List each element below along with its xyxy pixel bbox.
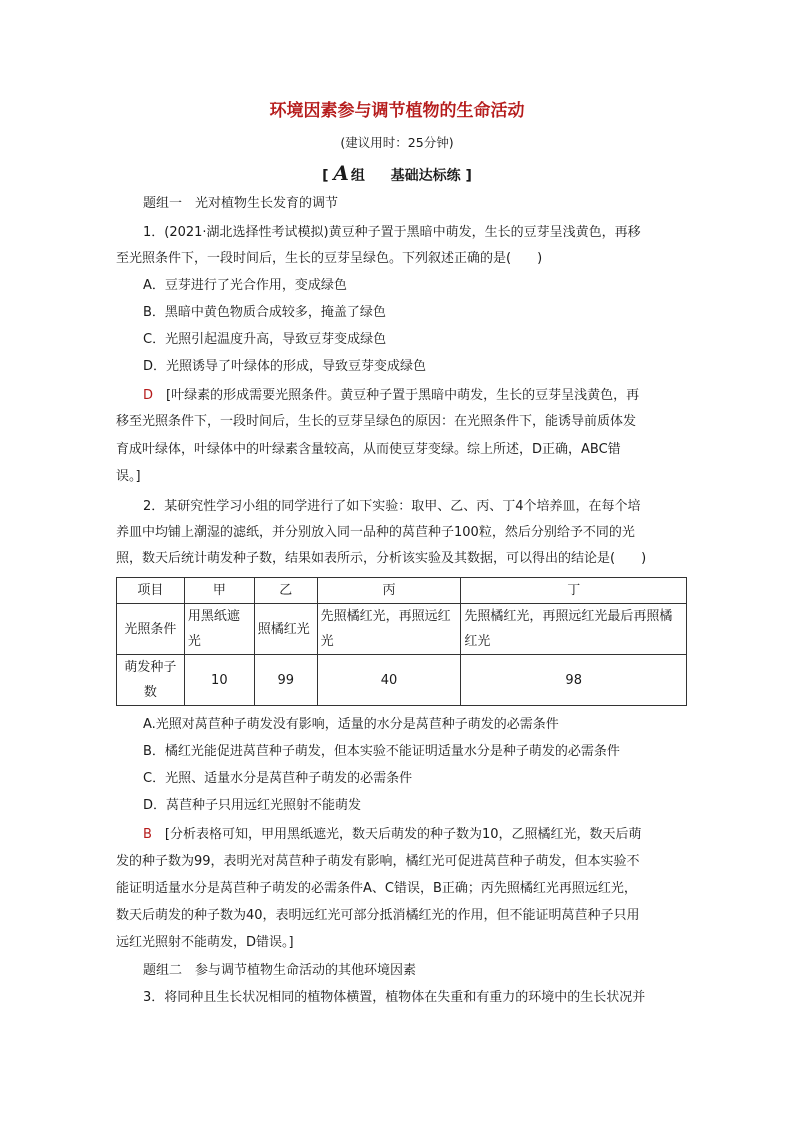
q2-option-c: C．光照、适量水分是莴苣种子萌发的必需条件 <box>143 771 413 786</box>
q1-option-d: D．光照诱导了叶绿体的形成，导致豆芽变成绿色 <box>143 359 427 374</box>
table-header: 乙 <box>254 578 317 604</box>
table-header: 甲 <box>184 578 254 604</box>
q2-line: 2．某研究性学习小组的同学进行了如下实验：取甲、乙、丙、丁4个培养皿，在每个培 <box>143 499 641 514</box>
q2-option-b: B．橘红光能促进莴苣种子萌发，但本实验不能证明适量水分是种子萌发的必需条件 <box>143 744 620 759</box>
q3-line: 3．将同种且生长状况相同的植物体横置，植物体在失重和有重力的环境中的生长状况并 <box>143 990 646 1005</box>
table-cell: 照橘红光 <box>254 604 317 655</box>
q2-explanation-line: 远红光照射不能萌发，D错误。] <box>116 935 294 950</box>
q2-explanation <box>116 822 713 848</box>
table-cell: 用黑纸遮光 <box>184 604 254 655</box>
table-cell: 先照橘红光，再照远红光最后再照橘红光 <box>461 604 687 655</box>
q2-option-d: D．莴苣种子只用远红光照射不能萌发 <box>143 798 362 813</box>
q2-answer: B <box>143 827 152 842</box>
q1-option-a: A．豆芽进行了光合作用，变成绿色 <box>143 278 347 293</box>
table-cell: 10 <box>184 655 254 706</box>
group-name: 基础达标练 <box>390 168 461 184</box>
group-word: 组 <box>350 168 365 184</box>
table-row-label: 光照条件 <box>117 604 185 655</box>
q1-option-c: C．光照引起温度升高，导致豆芽变成绿色 <box>143 332 387 347</box>
group-label <box>0 161 794 185</box>
experiment-table <box>116 577 687 706</box>
q1-explanation-line: 育成叶绿体，叶绿体中的叶绿素含量较高，从而使豆芽变绿。综上所述，D正确，ABC错 <box>116 442 621 457</box>
q2-explanation-line: 能证明适量水分是莴苣种子萌发的必需条件A、C错误，B正确；丙先照橘红光再照远红光， <box>116 881 637 896</box>
q2-line: 养皿中均铺上潮湿的滤纸，并分别放入同一品种的莴苣种子100粒，然后分别给予不同的光 <box>116 525 635 540</box>
q1-explanation-line: [叶绿素的形成需要光照条件。黄豆种子置于黑暗中萌发，生长的豆芽呈浅黄色，再 <box>153 388 640 403</box>
q2-explanation-line: 数天后萌发的种子数为40，表明远红光可部分抵消橘红光的作用，但不能证明莴苣种子只用 <box>116 908 640 923</box>
bracket-open: [ <box>322 168 329 184</box>
table-header: 丁 <box>461 578 687 604</box>
bracket-close: ] <box>465 168 472 184</box>
q1-explanation-line: 移至光照条件下，一段时间后，生长的豆芽呈绿色的原因：在光照条件下，能诱导前质体发 <box>116 414 637 429</box>
section1-heading: 题组一 光对植物生长发育的调节 <box>143 196 339 211</box>
group-letter: A <box>333 161 349 185</box>
table-row <box>117 655 687 706</box>
table-cell: 99 <box>254 655 317 706</box>
time-suggestion: (建议用时：25分钟) <box>340 135 454 150</box>
q2-line: 照，数天后统计萌发种子数，结果如表所示，分析该实验及其数据，可以得出的结论是( ) <box>116 551 647 566</box>
page-title: 环境因素参与调节植物的生命活动 <box>269 101 525 121</box>
q2-explanation-line: 发的种子数为99，表明光对莴苣种子萌发有影响，橘红光可促进莴苣种子萌发，但本实验不 <box>116 854 640 869</box>
q1-answer: D <box>143 388 154 403</box>
q1-line: 至光照条件下，一段时间后，生长的豆芽呈绿色。下列叙述正确的是( ) <box>116 251 543 266</box>
table-cell: 先照橘红光，再照远红光 <box>317 604 461 655</box>
table-row-label: 萌发种子数 <box>117 655 185 706</box>
table-header: 丙 <box>317 578 461 604</box>
q1-line: 1．(2021·湖北选择性考试模拟)黄豆种子置于黑暗中萌发，生长的豆芽呈浅黄色，再移 <box>143 225 641 240</box>
table-row <box>117 578 687 604</box>
table-row <box>117 604 687 655</box>
q2-option-a: A.光照对莴苣种子萌发没有影响，适量的水分是莴苣种子萌发的必需条件 <box>143 717 559 732</box>
table-cell: 98 <box>461 655 687 706</box>
q1-option-b: B．黑暗中黄色物质合成较多，掩盖了绿色 <box>143 305 386 320</box>
q1-explanation-line: 误。] <box>116 469 141 484</box>
q2-explanation-line: [分析表格可知，甲用黑纸遮光，数天后萌发的种子数为10，乙照橘红光，数天后萌 <box>151 827 642 842</box>
table-cell: 40 <box>317 655 461 706</box>
q1-explanation <box>116 383 713 409</box>
table-header: 项目 <box>117 578 185 604</box>
section2-heading: 题组二 参与调节植物生命活动的其他环境因素 <box>143 963 417 978</box>
